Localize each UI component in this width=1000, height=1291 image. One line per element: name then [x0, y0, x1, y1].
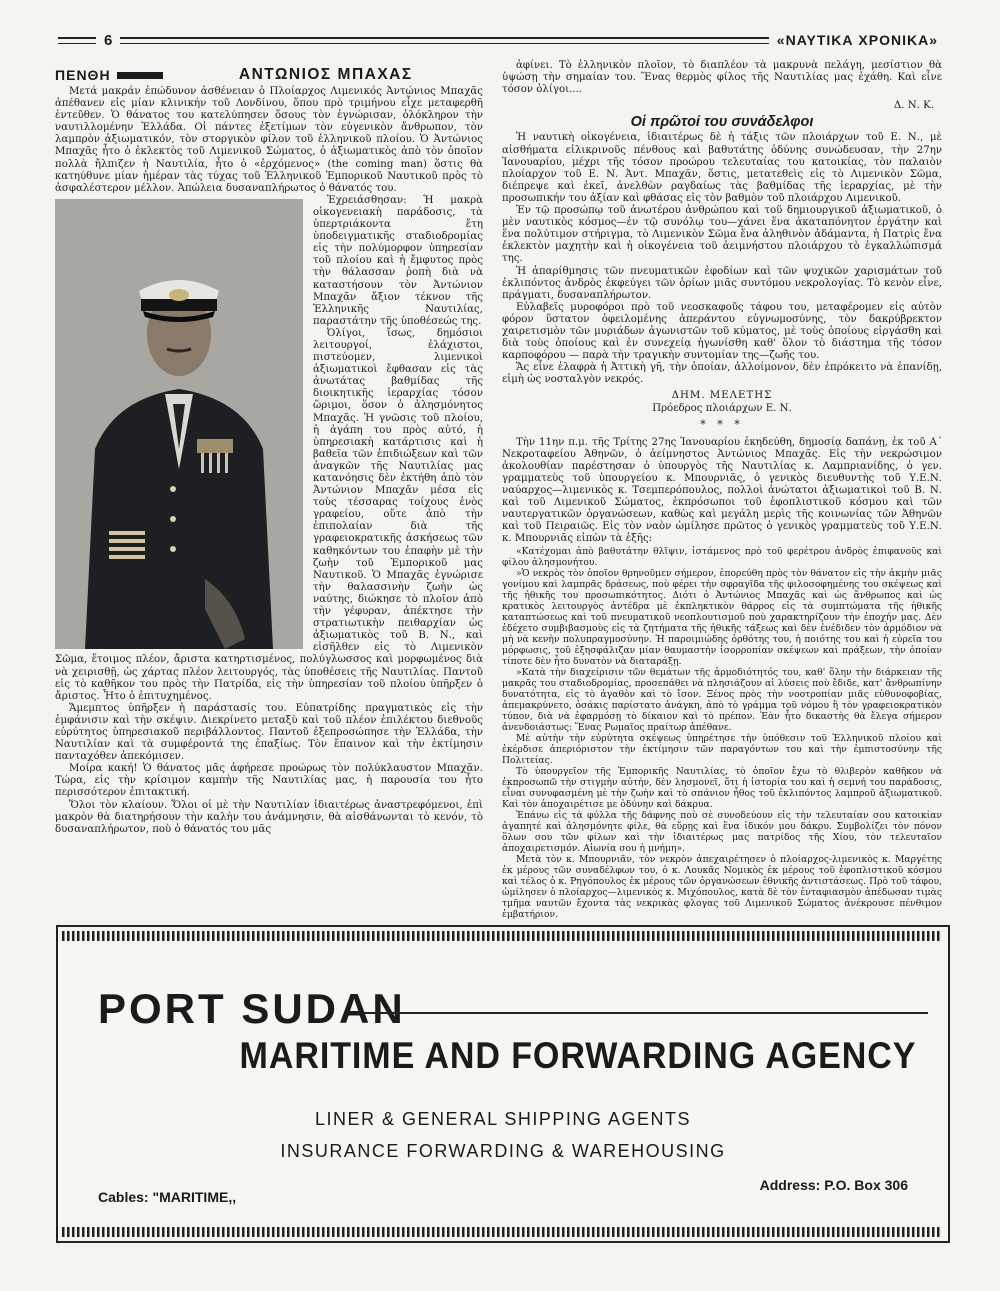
obituary-column [55, 64, 483, 836]
portrait-photo [55, 199, 303, 649]
obituary-paragraph: Ἄμεμπτος ὑπῆρξεν ἡ παράστασίς του. Εὐπατρίδης πραγματικὸς εἰς τὴν ἐμφάνισιν καὶ τὴν σκέψιν. Διεκρίνετο μεταξὺ καὶ τοῦ πλέον ἐπιλέκτου διεθνοῦς εὐρύτητος ὑπηρεσιακοῦ περιβάλλοντος. Παντοῦ ἐξεπροσώπησε τὴν Ἑλλάδα, τὴν Ναυτιλίαν καὶ τὰ συμφέροντά της ἐπαξίως. Τὸν ἔπαινον καὶ τὴν ἐκτίμησιν πανταχόθεν ἀπεκόμισεν. [55, 702, 483, 763]
ad-services-line: LINER & GENERAL SHIPPING AGENTS [315, 1109, 691, 1129]
speech-paragraph: »Κατὰ τὴν διαχείρισιν τῶν θεμάτων τῆς ἁρμοδιότητός του, καθ' ὅλην τὴν διάρκειαν τῆς μακρᾶς του σταδιοδρομίας, προσεπάθει νὰ πλησιάζουν αἱ λύσεις ποὺ ἔδιδε, κατ' ἄνθρωπίνην δυνατότητα, εἰς τὸ ἀγαθὸν καὶ τὸ ἴσον. Ξένος πρὸς τὴν νοοτροπίαν μιᾶς εὐθυνοφοβίας, ἀπεμακρύνετο, ὁσάκις παρίστατο ἀνάγκη, ἀπὸ τὸ γράμμα τοῦ νόμου ἢ τὸν γραφειοκρατικὸν τύπον, διὰ νὰ ἐφαρμόσῃ τὸ δίκαιον καὶ τὸ πρέπον. Ἐὰν ἦτο δικαστὴς θὰ ἔλεγα σήμερον ἀνενδοιάστως: Ἕνας Ρωμαῖος πραίτωρ ἀπέθανε. [502, 666, 942, 733]
header-rule-left [58, 37, 96, 44]
ad-city: PORT SUDAN [98, 985, 406, 1032]
speech-paragraph: Μὲ αὐτὴν τὴν εὐρύτητα σκέψεως ὑπηρέτησε τὴν ὑπόθεσιν τοῦ Ἑλληνικοῦ πλοίου καὶ ἐκέρδισε ἀπεριόριστον τὴν ἐκτίμησιν τῶν παραγόντων του καὶ τὴν ἐμπιστοσύνην τῆς Πολιτείας. [502, 732, 942, 766]
section-divider-stars: * * * [700, 417, 744, 431]
article-title: ΑΝΤΩΝΙΟΣ ΜΠΑΧΑΣ [238, 65, 413, 83]
tribute-paragraph: Ἐν τῷ προσώπῳ τοῦ ἀνωτέρου ἀνθρώπου καὶ τοῦ δημιουργικοῦ ἀξιωματικοῦ, ὁ μὲν ναυτικὸς κόσμος—ἐν τῷ συνόλῳ του—χάνει ἕνα ἀκαταπόνητον ἐργάτην καὶ ἕνα πολύτιμον στήριγμα, τὸ Λιμενικὸν Σῶμα ἕνα ἀληθινὸν ἀδάμαντα, ἡ Πατρὶς ἕνα ἐκλεκτὸν μαχητὴν καὶ ἡ οἰκογένεια τοῦ ἀειμνήστου πλοιάρχου τὸ ἐγκαλλώπισμά της. [502, 205, 942, 265]
tribute-paragraph: Ἡ ναυτικὴ οἰκογένεια, ἰδιαιτέρως δὲ ἡ τάξις τῶν πλοιάρχων τοῦ Ε. Ν., μὲ αἰσθήματα εἰλικρινοῦς πένθους καὶ βαθυτάτης ὀδύνης συνώδευσαν, τὴν 27ην Ἰανουαρίου, μέχρι τῆς τόσον προώρου τελευταίας του κατοικίας, τὸν παλαιὸν πλοίαρχον τοῦ Ε. Ν. Ἀντ. Μπαχᾶν, ὅστις, μετατεθεὶς εἰς τὸ Λιμενικὸν Σῶμα, διέπρεψε καὶ ἐκεῖ, ἀνελθὼν ραγδαίως τὰς βαθμίδας τῆς ἱεραρχίας, μὲ τὴν προσωπικήν του ἀξίαν καὶ φθάσας εἰς τὸν βαθμὸν τοῦ πλοιάρχου Λιμενικοῦ. [502, 132, 942, 204]
portrait-figure-icon [55, 199, 303, 649]
ad-cables: Cables: "MARITIME,, [98, 1189, 237, 1205]
page-header [58, 30, 938, 50]
speech-paragraph: Μετὰ τὸν κ. Μπουρνιᾶν, τὸν νεκρὸν ἀπεχαιρέτησεν ὁ πλοίαρχος-λιμενικὸς κ. Μαργέτης ἐκ μέρους τῶν συναδέλφων του, ὁ κ. Λουκᾶς Νομικὸς ἐκ μέρους τοῦ ἐφοπλιστικοῦ κόσμου καὶ τέλος ὁ κ. Ρηγόπουλος ἐκ μέρους τῶν ὀργανώσεων ἐθνικῆς ἀντιστάσεως. Πρὸ τοῦ τάφου, ὡμίλησεν ὁ πλοίαρχος—λιμενικὸς κ. Μιχόπουλος, κατὰ δὲ τὸν ἐνταφιασμὸν ἀπέδωσαν τιμὰς τμῆμα ναυτῶν ἔχοντα τὰς νεκρικὰς φλογας τοῦ Λιμενικοῦ Σώματος ἀνέκρουσε πένθιμον ἐμβατήριον. [502, 853, 942, 920]
tribute-paragraph: Ἄς εἶνε ἐλαφρὰ ἡ Ἀττικὴ γῆ, τὴν ὁποίαν, ἀλλοίμονον, δὲν ἐπρόκειτο νὰ ἐπανίδῃ, εἰμὴ ὡς νοσταλγὸν νεκρός. [502, 362, 942, 386]
ad-company-name: MARITIME AND FORWARDING AGENCY [239, 1035, 917, 1076]
photo-wrap [55, 195, 483, 703]
signature-name: ΔΗΜ. ΜΕΛΕΤΗΣ [671, 390, 773, 402]
tribute-paragraph: Ἡ ἀπαρίθμησις τῶν πνευματικῶν ἐφοδίων καὶ τῶν ψυχικῶν χαρισμάτων τοῦ ἐκλιπόντος ἀνδρὸς ἐκφεύγει τῶν ὁρίων μιᾶς συντόμου νεκρολογίας. Τὸ κενὸν εἶνε, πράγματι, δυσαναπλήρωτον. [502, 265, 942, 301]
signature-role: Πρόεδρος πλοιάρχων Ε. Ν. [652, 402, 792, 414]
speech-paragraph: «Κατέχομαι ἀπὸ βαθυτάτην θλῖψιν, ἱστάμενος πρὸ τοῦ φερέτρου ἀνδρὸς ἐπιφανοῦς καὶ φίλου ἀλησμονήτου. [502, 545, 942, 568]
tribute-column [502, 60, 942, 920]
obituary-paragraph: Μετά μακράν ἐπώδυνον ἀσθένειαν ὁ Πλοίαρχος Λιμενικός Ἀντώνιος Μπαχᾶς ἀπέθανεν εἰς μίαν κλινικήν τοῦ Λονδίνου, ὅπου πρὸ τριμήνου εἶχε μεταφερθῆ ἐντεῦθεν. Ὁ θάνατος του κατελύπησεν ὅσους τὸν ἐγνώρισαν, ὁλόκληρον τὴν ναυτιλλομένην Ἑλλάδα. Οἱ πάντες ἐξετίμων τὸν εὐγενικὸν ἄνθρωπον, τὸν λαμπρὸν ἀξιωματικόν, τὸν στοργικὸν φίλον τοῦ ἑλληνικοῦ πλοίου. Ὁ Ἀντώνιος Μπαχᾶς ἦτο ὁ ἐκλεκτὸς τοῦ Λιμενικοῦ Σώματος, ὁ ἀξιωματικὸς ἀπὸ τὸν ὁποῖον πολλὰ ἤλπιζεν ἡ Ναυτιλία, ἦτο ὁ «ἐρχόμενος» (the coming man) ὅστις θὰ κατηύθυνε μίαν ἡμέραν τὰς τύχας τοῦ Ἑλληνικοῦ Ἐμπορικοῦ Ναυτικοῦ πρὸς τὸ ἀσφαλέστερον μέλλον. Ἀπώλεια δυσαναπλήρωτος ὁ θάνατός του. [55, 86, 483, 194]
tribute-paragraph: ἀφίνει. Τὸ ἑλληνικὸν πλοῖον, τὸ διαπλέον τὰ μακρυνὰ πελάγη, μεσίστιον θὰ ὑψώσῃ τὴν σημαίαν του. Ἕνας θερμὸς φίλος τῆς Ναυτιλίας μας ἐχάθη. Καὶ εἶνε τόσον ὀλίγοι.... [502, 60, 942, 96]
page-number: 6 [104, 31, 113, 49]
signature-initials: Δ. Ν. Κ. [893, 100, 934, 112]
section-head [55, 64, 483, 86]
magazine-title: «ΝΑΥΤΙΚΑ ΧΡΟΝΙΚΑ» [776, 32, 938, 48]
obituary-paragraph: Μοίρα κακή! Ὁ θάνατος μᾶς ἀφήρεσε προώρως τὸν πολύκλαυστον Μπαχᾶν. Τώρα, εἰς τὴν κρίσιμον καμπὴν τῆς Ναυτιλίας μας, ἡ παρουσία του ἦτο περισσότερον ἐπιτακτική. [55, 763, 483, 799]
advertisement-box [56, 925, 950, 1243]
speech-paragraph: Τὸ ὑπουργεῖον τῆς Ἐμπορικῆς Ναυτιλίας, τὸ ὁποῖον ἔχω τὸ θλιβερὸν καθῆκον νὰ ἐκπροσωπῶ τὴν στιγμὴν αὐτήν, δὲν λησμονεῖ, ὅτι ἡ ἱστορία του καὶ ἡ σεμνή του παράδοσις, εἶναι συνυφασμένη μὲ τὴν ζωὴν καὶ τὸ σπάνιον ἦθος τοῦ ἐκλιπόντος λαμπροῦ ἀξιωματικοῦ. Καὶ τὸν ἀποχαιρέτισε με ὀδύνην καὶ δάκρυα. [502, 765, 942, 810]
obituary-paragraph: Ὀλίγοι, ἴσως, δημόσιοι λειτουργοί, ἐλάχιστοι, πιστεύομεν, λιμενικοὶ ἀξιωματικοὶ ἔφθασαν εἰς τὰς ἀνωτάτας βαθμίδας τῆς διοικητικῆς ἱεραρχίας τόσον ὥριμοι, ὅσον ὁ ἀλησμόνητος Μπαχᾶς. Ἡ γνῶσις τοῦ πλοίου, ἡ ἀγάπη του πρὸς αὐτό, ἡ ὑπηρεσιακὴ κατάρτισις καὶ ἡ βαθεῖα τῶν ἐπιδιώξεων καὶ τῶν ἀναγκῶν τῆς Ναυτιλίας μας κατανόησις δὲν ἐκτήθη ἀπὸ τὸν Ἀντώνιον Μπαχᾶν μέσα εἰς τοὺς τέσσαρας τοίχους ἑνὸς γραφείου, οὔτε ἀπὸ τὴν ἐπιπολαίαν διὰ τῆς γραφειοκρατικῆς ἀσκήσεως τῶν καθηκόντων του ἐπαφὴν μὲ τὴν ζωὴν τοῦ Ἐμπορικοῦ μας Ναυτικοῦ. Ὁ Μπαχᾶς ἐγνώρισε τὴν θαλασσινὴν ζωὴν ὡς ναύτης, διώκησε τὸ πλοῖον ἀπὸ τὴν γέφυραν, ἀπέκτησε τὴν στρατιωτικὴν πειθαρχίαν ὡς ἀξιωματικὸς τοῦ Β. Ν., καὶ εἰσῆλθεν εἰς τὸ Λιμενικὸν Σῶμα, ἕτοιμος πλέον, ἄριστα κατηρτισμένος, πολύγλωσσος καὶ μορφωμένος διὰ νὰ χειρισθῇ, ὡς χάρτας πλέον λειτουργός, τὰς ὑποθέσεις τῆς Ναυτιλίας. Παντοῦ εἰς τὸ καθῆκον του πρὸς τὴν Πατρίδα, εἰς τὴν ὑπηρεσίαν τοῦ πλοίου ὑπῆρξεν ὁ ἄριστος. Ἦτο ὁ ἐπιτυχημένος. [55, 327, 483, 702]
obituary-paragraph: Ὅλοι τὸν κλαίουν. Ὅλοι οἱ μὲ τὴν Ναυτιλίαν ἰδιαιτέρως ἀναστρεφόμενοι, ἐπὶ μακρὸν θὰ διατηρήσουν τὴν καλὴν του ἀνάμνησιν, θὰ αἰσθάνωνται τὸ κενόν, τὸ δυσαναπλήρωτον, ποὺ ὁ θάνατός του μᾶς [55, 799, 483, 835]
ad-rule [358, 1012, 928, 1014]
subsection-title: Οἱ πρῶτοί του συνάδελφοι [630, 114, 814, 131]
speech-paragraph: »Ὁ νεκρὸς τὸν ὁποῖον θρηνοῦμεν σήμερον, ἐπορεύθη πρὸς τὸν θάνατον εἰς τὴν ἀκμὴν μιᾶς γονίμου καὶ λαμπρᾶς δράσεως, ποὺ φέρει τὴν σφραγῖδα τῆς φιλοσοφημένης του σκέψεως καὶ τῆς ἠθικῆς του προσωπικότητος. Διότι ὁ Ἀντώνιος Μπαχᾶς καὶ ὡς ἄνθρωπος καὶ ὡς κρατικὸς λειτουργὸς ἀντέδρα μὲ ἐκπληκτικὸν θάρρος εἰς τὰ συμπτώματα τῆς ἠθικῆς καταπτώσεως καὶ τοῦ πνευματικοῦ νεοπλουτισμοῦ ποὺ χαρακτηρίζουν τὴν ἐποχήν μας. Δὲν ἐδέχετο συμβιβασμοὺς εἰς τὰ ζητήματα τῆς ἠθικῆς τάξεως καὶ δὲν ἐνέδιδεν τὸν ἀρμόδιον νὰ μὴ νὰ κενὴν πολυπραγμοσύνην. Ἡ παροιμιώδης ὀρθότης του, ἡ ποιότης του καὶ ἡ εὐρεῖα του μόρφωσις, τοῦ ἐξησφάλιζαν μίαν θαυμαστὴν ἰσορροπίαν σκέψεων καὶ πράξεων, τὴν ὁποίαν τίποτε δὲν ἦτο δυνατὸν νὰ διαταράξῃ. [502, 567, 942, 667]
ad-border-top [62, 931, 940, 941]
obituary-paragraph: Ἐχρειάσθησαν: Ἡ μακρὰ οἰκογενειακὴ παράδοσις, τὰ ὑπερτριάκοντα ἔτη ὑποδειγματικῆς σταδιοδρομίας εἰς τὴν πολύμορφον ὑπηρεσίαν τοῦ πλοίου καὶ ἡ ἔμφυτος πρὸς τὴν θάλασσαν ῥοπὴ διὰ νὰ καταστήσουν τὸν Ἀντώνιον Μπαχᾶν ἄξιον τέκνον τῆς Ἑλληνικῆς Ναυτιλίας, παραστάτην τῆς ὑποθέσεώς της. [313, 194, 483, 327]
speech-paragraph: Ἐπάνω εἰς τὰ φύλλα τῆς δάφνης ποὺ σὲ συνοδεύουν εἰς τὴν τελευταίαν σου κατοικίαν ἀγαπητέ καὶ ἀλησμόνητε φίλε, θὰ εὕρῃς καὶ ἕνα ἰδικόν μου δάκρυ. Συμβολίζει τὸν πόνον ὅλων σου τῶν φίλων καὶ τὴν ἰδιαιτέρως μας πατρίδος τῆς Χίου, τὸν τελευταῖον ἀποχαιρετισμόν. Αἰωνία σου ἡ μνήμη». [502, 809, 942, 854]
header-rule-right [120, 37, 768, 44]
funeral-paragraph: Τὴν 11ην π.μ. τῆς Τρίτης 27ης Ἰανουαρίου ἐκηδεύθη, δημοσίᾳ δαπάνῃ, ἐκ τοῦ Α΄ Νεκροταφείου Ἀθηνῶν, ὁ ἀείμνηστος Ἀντώνιος Μπαχᾶς. Εἰς τὴν νεκρώσιμον ἀκολουθίαν παρέστησαν ὁ ὑπουργὸς τῆς Ναυτιλίας κ. Λαμπριανίδης, ὁ γεν. γραμματεὺς τοῦ ὑπουργείου κ. Μπουρνιᾶς, ὁ γενικὸς διευθυντὴς τοῦ Υ.Ε.Ν. ναύαρχος—λιμενικὸς κ. Τσεμπερόπουλος, πολλοὶ ἀνώτατοι ἀξιωματικοὶ τοῦ Β. Ν. καὶ τοῦ Λιμενικοῦ Σώματος, ἐκπρόσωποι τοῦ ἐφοπλιστικοῦ κόσμου καὶ τῶν ναυτεργατικῶν ὀργανώσεων, καθὼς καὶ μεγάλη μερὶς τῆς κοινωνίας τῶν Ἀθηνῶν καὶ τοῦ Πειραιῶς. Εἰς τὸν ναὸν ὡμίλησε πρῶτος ὁ γενικὸς γραμματεὺς τοῦ Υ.Ε.Ν. κ. Μπουρνιᾶς εἰπὼν τὰ ἑξῆς: [502, 436, 942, 545]
ad-address: Address: P.O. Box 306 [759, 1177, 908, 1193]
section-label: ΠΕΝΘΗ [55, 66, 111, 83]
tribute-paragraph: Εὐλαβεῖς μυροφόροι πρὸ τοῦ νεοσκαφοῦς τάφου του, μεταφέρομεν εἰς αὐτὸν φόρον ὕστατον ὀφειλομένης ἀπεράντου εὐγνωμοσύνης, τὸν δακρύβρεκτον χαιρετισμὸν τῶν μυριάδων ἀγωνιστῶν τοῦ κύματος, μὲ τοὺς ὁποίους εἰργάσθη καὶ διὰ τοὺς ὁποίους καὶ ἐν συνεχείᾳ ἠγωνίσθη καθ' ὅλον τὸ διάστημα τῆς τόσον καρποφόρου — παρὰ τὴν τραγικὴν συντομίαν της—ζωῆς του. [502, 301, 942, 362]
section-bar [117, 72, 163, 79]
ad-border-bottom [62, 1227, 940, 1237]
ad-services-line: INSURANCE FORWARDING & WAREHOUSING [280, 1141, 726, 1161]
